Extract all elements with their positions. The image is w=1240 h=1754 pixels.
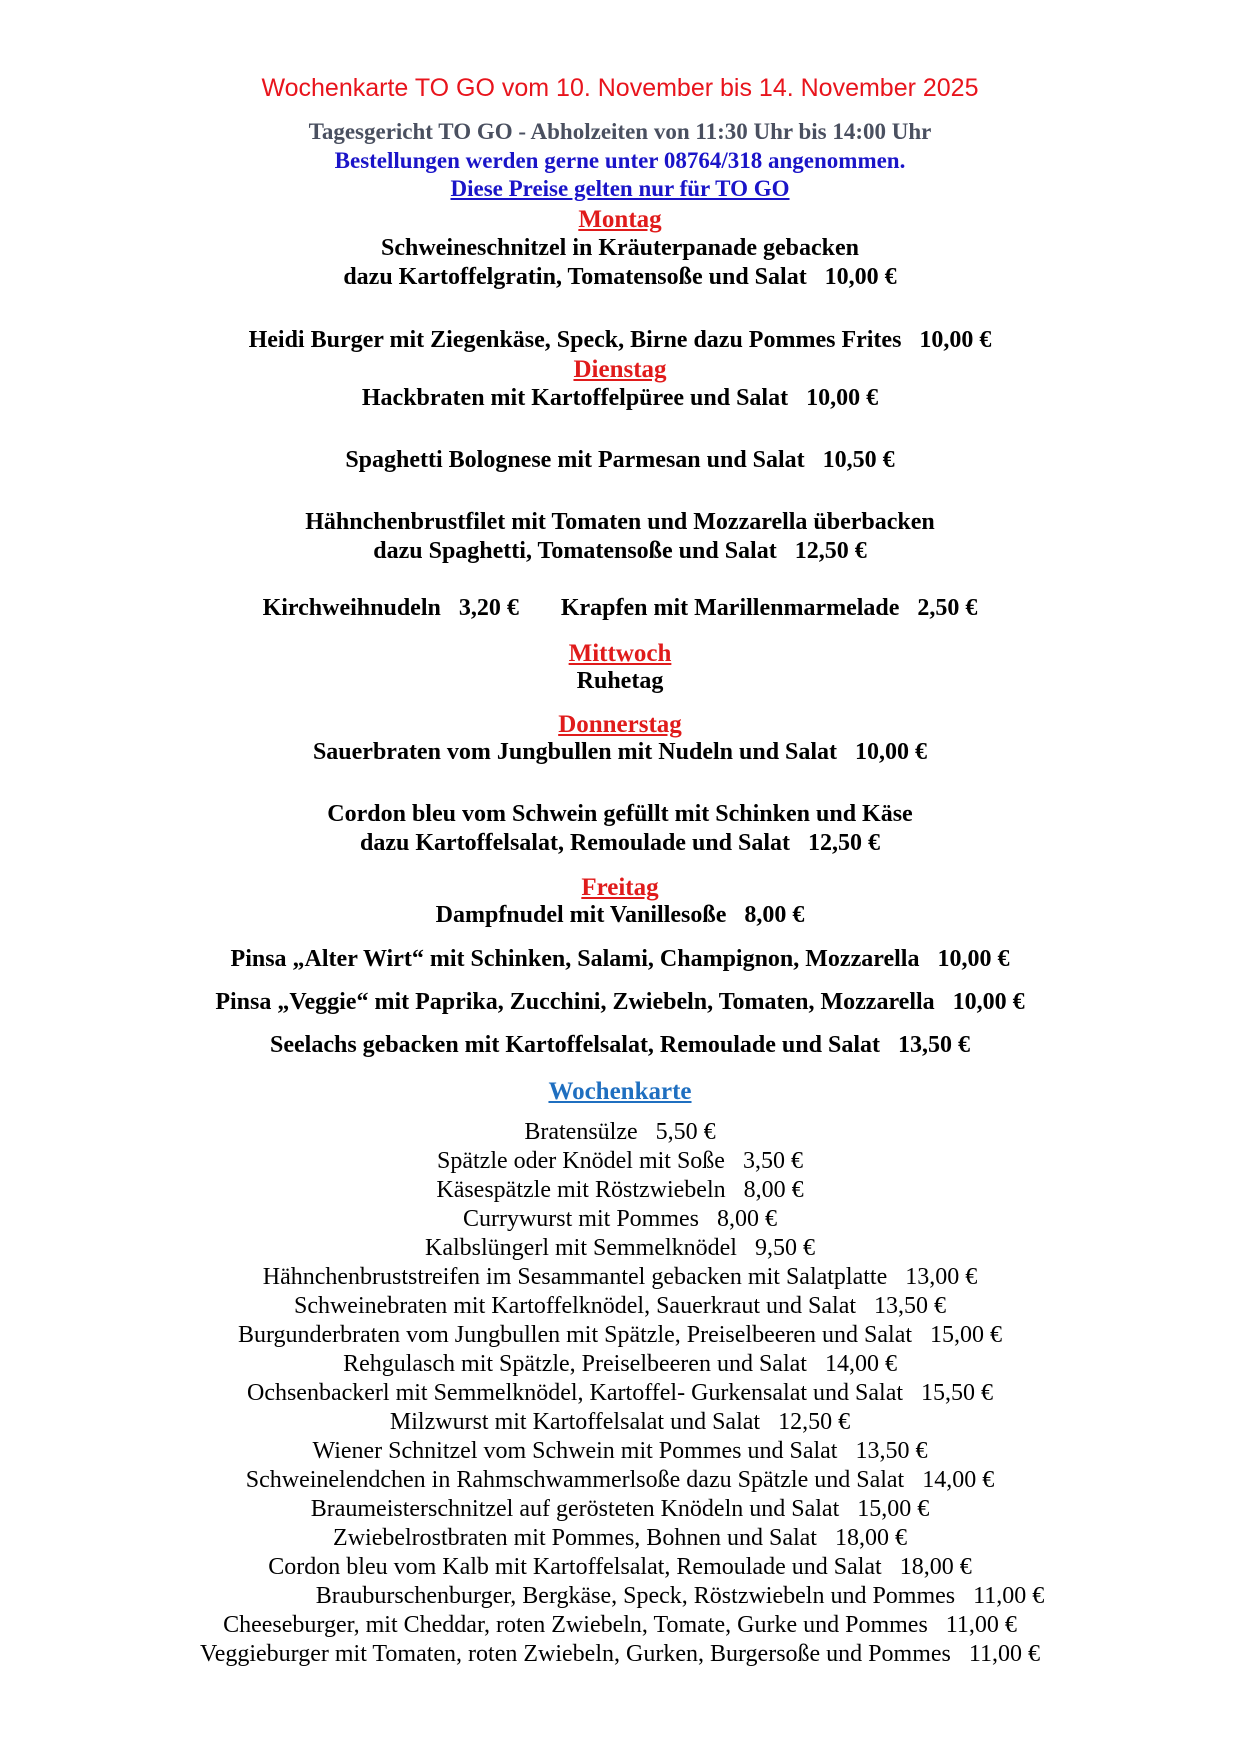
wochenkarte-item: Hähnchenbruststreifen im Sesammantel gebacken mit Salatplatte 13,00 € [262,1264,978,1290]
day-heading-dienstag: Dienstag [573,356,667,383]
wochenkarte-item: Bratensülze 5,50 € [524,1119,716,1145]
menu-line: Hackbraten mit Kartoffelpüree und Salat 10,00 € [361,385,879,411]
menu-line: dazu Kartoffelgratin, Tomatensoße und Salat 10,00 € [343,264,897,290]
wochenkarte-item: Schweinelendchen in Rahmschwammerlsoße dazu Spätzle und Salat 14,00 € [245,1467,995,1493]
menu-line: Pinsa „Alter Wirt“ mit Schinken, Salami, Champignon, Mozzarella 10,00 € [230,946,1010,972]
menu-line: dazu Spaghetti, Tomatensoße und Salat 12,50 € [373,538,867,564]
wochenkarte-item: Kalbslüngerl mit Semmelknödel 9,50 € [425,1235,815,1261]
wochenkarte-item: Currywurst mit Pommes 8,00 € [462,1206,777,1232]
wochenkarte-item: Spätzle oder Knödel mit Soße 3,50 € [437,1148,803,1174]
wochenkarte-item: Wiener Schnitzel vom Schwein mit Pommes und Salat 13,50 € [312,1438,928,1464]
menu-line: Schweineschnitzel in Kräuterpanade gebacken [381,235,859,261]
menu-line: Sauerbraten vom Jungbullen mit Nudeln und Salat 10,00 € [312,739,928,765]
wochenkarte-item: Cheeseburger, mit Cheddar, roten Zwiebeln, Tomate, Gurke und Pommes 11,00 € [223,1612,1017,1638]
menu-line: Hähnchenbrustfilet mit Tomaten und Mozzarella überbacken [305,509,935,535]
menu-line: Heidi Burger mit Ziegenkäse, Speck, Birne dazu Pommes Frites 10,00 € [248,327,992,353]
wochenkarte-item: Käsespätzle mit Röstzwiebeln 8,00 € [436,1177,804,1203]
menu-line: Spaghetti Bolognese mit Parmesan und Salat 10,50 € [345,447,895,473]
day-heading-montag: Montag [578,206,662,233]
menu-line: Kirchweihnudeln 3,20 € Krapfen mit Marillenmarmelade 2,50 € [262,595,978,621]
day-heading-freitag: Freitag [581,874,659,901]
day-heading-donnerstag: Donnerstag [558,711,682,738]
menu-line: Cordon bleu vom Schwein gefüllt mit Schinken und Käse [327,801,913,827]
wochenkarte-item: Ochsenbackerl mit Semmelknödel, Kartoffel- Gurkensalat und Salat 15,50 € [246,1380,994,1406]
menu-line: Pinsa „Veggie“ mit Paprika, Zucchini, Zwiebeln, Tomaten, Mozzarella 10,00 € [215,989,1025,1015]
wochenkarte-item: Schweinebraten mit Kartoffelknödel, Sauerkraut und Salat 13,50 € [293,1293,947,1319]
menu-line: dazu Kartoffelsalat, Remoulade und Salat 12,50 € [359,830,880,856]
wochenkarte-item: Milzwurst mit Kartoffelsalat und Salat 12,50 € [389,1409,851,1435]
order-phone-note: Bestellungen werden gerne unter 08764/318 angenommen. [334,148,906,173]
prices-note: Diese Preise gelten nur für TO GO [450,176,790,201]
page-title: Wochenkarte TO GO vom 10. November bis 14. November 2025 [261,74,979,102]
day-heading-mittwoch: Mittwoch [568,640,672,667]
wochenkarte-item: Zwiebelrostbraten mit Pommes, Bohnen und Salat 18,00 € [333,1525,907,1551]
wochenkarte-item: Cordon bleu vom Kalb mit Kartoffelsalat, Remoulade und Salat 18,00 € [268,1554,972,1580]
menu-line: Ruhetag [576,668,664,694]
wochenkarte-heading: Wochenkarte [548,1078,692,1105]
menu-line: Dampfnudel mit Vanillesoße 8,00 € [435,902,805,928]
wochenkarte-item: Braumeisterschnitzel auf gerösteten Knödeln und Salat 15,00 € [310,1496,930,1522]
wochenkarte-item: Burgunderbraten vom Jungbullen mit Spätzle, Preiselbeeren und Salat 15,00 € [237,1322,1003,1348]
menu-line: Seelachs gebacken mit Kartoffelsalat, Remoulade und Salat 13,50 € [270,1032,970,1058]
wochenkarte-item: Veggieburger mit Tomaten, roten Zwiebeln, Gurken, Burgersoße und Pommes 11,00 € [200,1641,1040,1667]
wochenkarte-item: Brauburschenburger, Bergkäse, Speck, Röstzwiebeln und Pommes 11,00 € [315,1583,1045,1609]
pickup-times: Tagesgericht TO GO - Abholzeiten von 11:30 Uhr bis 14:00 Uhr [308,119,932,144]
wochenkarte-item: Rehgulasch mit Spätzle, Preiselbeeren und Salat 14,00 € [343,1351,897,1377]
